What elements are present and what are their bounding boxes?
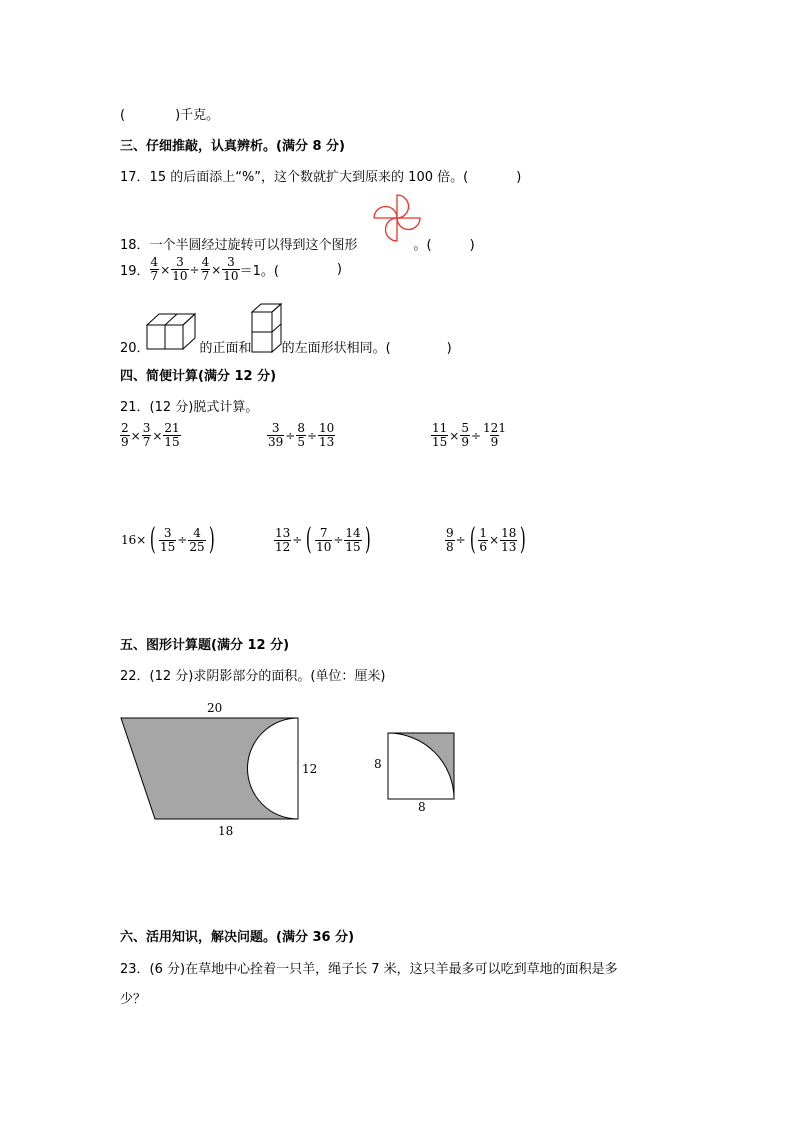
q16-close-text: )千克。 xyxy=(175,108,220,123)
e4-frac-a xyxy=(159,527,176,554)
e4-op: ÷ xyxy=(177,533,188,547)
calc-expression-6 xyxy=(445,522,529,557)
q19-op-2: ÷ xyxy=(189,262,200,277)
section-5-title: 五、图形计算题(满分 12 分) xyxy=(120,638,290,653)
e2-op-2: ÷ xyxy=(306,428,318,443)
e5-frac-b xyxy=(344,527,361,554)
e5-frac-b-den: 15 xyxy=(345,539,361,554)
e4-right-paren: ) xyxy=(208,522,215,557)
q16-open-paren: ( xyxy=(120,108,126,123)
e6-frac-a-num: 1 xyxy=(479,525,488,540)
question-19 xyxy=(120,256,342,283)
e3-frac-2-num: 5 xyxy=(461,421,469,435)
trapezoid-semicircle-figure xyxy=(118,714,303,824)
calc-expression-3 xyxy=(431,422,507,449)
e5-frac-lead-den: 12 xyxy=(275,539,291,554)
calc-expression-4 xyxy=(120,522,217,557)
figure1-top-label: 20 xyxy=(207,701,223,715)
e3-frac-3 xyxy=(482,422,507,449)
e3-frac-3-den: 9 xyxy=(490,435,499,449)
e5-frac-lead xyxy=(274,527,291,554)
e2-op-1: ÷ xyxy=(285,428,296,443)
e4-frac-b xyxy=(188,527,205,554)
question-21: 21．(12 分)脱式计算。 xyxy=(120,400,259,415)
e6-frac-lead xyxy=(445,527,455,554)
e6-frac-b-den: 13 xyxy=(501,539,517,554)
q19-op-1: × xyxy=(160,262,171,277)
q19-op-3: × xyxy=(211,262,222,277)
e2-frac-2-den: 5 xyxy=(297,435,305,449)
q18-text: 18．一个半圆经过旋转可以得到这个图形 xyxy=(120,238,358,253)
figure2-bottom-label: 8 xyxy=(418,800,426,814)
pinwheel-blade-top xyxy=(397,195,409,218)
question-23-line-2: 少？ xyxy=(120,992,147,1007)
e4-left-paren: ( xyxy=(150,522,157,557)
section-6-title: 六、活用知识，解决问题。(满分 36 分) xyxy=(120,930,355,945)
e2-frac-3 xyxy=(318,422,335,449)
e2-frac-3-num: 10 xyxy=(319,421,335,435)
e3-frac-1-num: 11 xyxy=(432,421,448,435)
q20-close: ) xyxy=(446,341,452,356)
calc-expression-2 xyxy=(267,422,335,449)
square-quarter-circle-figure xyxy=(386,731,456,801)
q19-frac-4-den: 10 xyxy=(223,269,239,283)
q19-close: ) xyxy=(336,262,342,277)
e2-frac-2-num: 8 xyxy=(297,421,305,435)
e2-frac-1-den: 39 xyxy=(268,435,284,449)
q19-frac-1 xyxy=(150,256,160,283)
e2-frac-2 xyxy=(296,422,306,449)
e5-frac-a-num: 7 xyxy=(319,525,328,540)
q19-frac-1-num: 4 xyxy=(150,255,159,269)
e3-frac-2-den: 9 xyxy=(461,435,469,449)
e1-frac-3-den: 15 xyxy=(164,435,180,449)
q19-frac-2-num: 3 xyxy=(176,255,184,269)
figure1-bottom-label: 18 xyxy=(218,824,234,838)
e6-frac-a xyxy=(478,527,488,554)
pinwheel-blade-left xyxy=(374,207,397,219)
e4-frac-b-den: 25 xyxy=(189,539,205,554)
e3-op-1: × xyxy=(449,428,460,443)
e3-frac-3-num: 121 xyxy=(483,421,506,435)
e3-frac-1-den: 15 xyxy=(432,435,448,449)
e1-frac-2 xyxy=(142,422,152,449)
e1-frac-1 xyxy=(120,422,130,449)
e1-op-1: × xyxy=(130,428,141,443)
e5-left-paren: ( xyxy=(306,522,313,557)
q20-tail: 的左面形状相同。( xyxy=(281,341,391,356)
q20-mid: 的正面和 xyxy=(199,341,252,356)
e5-op: ÷ xyxy=(333,533,344,547)
e5-right-paren: ) xyxy=(364,522,371,557)
q18-close: ) xyxy=(469,238,475,253)
q20-prefix: 20． xyxy=(120,341,150,356)
q19-frac-3 xyxy=(201,256,211,283)
q18-tail: 。( xyxy=(413,238,432,253)
question-18 xyxy=(120,234,475,253)
e1-frac-1-den: 9 xyxy=(121,435,129,449)
e4-frac-b-num: 4 xyxy=(193,525,201,540)
e3-frac-1 xyxy=(431,422,448,449)
e1-op-2: × xyxy=(152,428,163,443)
question-23-line-1: 23．(6 分)在草地中心拴着一只羊，绳子长 7 米，这只羊最多可以吃到草地的面积是多 xyxy=(120,962,618,977)
question-20 xyxy=(120,337,452,356)
e5-frac-b-num: 14 xyxy=(345,525,361,540)
e4-frac-a-den: 15 xyxy=(160,539,176,554)
q19-frac-2-den: 10 xyxy=(172,269,188,283)
e6-frac-lead-den: 8 xyxy=(446,539,454,554)
calc-expression-1 xyxy=(120,422,181,449)
figure1-right-label: 12 xyxy=(302,762,318,776)
e1-frac-2-num: 3 xyxy=(142,421,151,435)
e6-right-paren: ) xyxy=(520,522,527,557)
question-17 xyxy=(120,166,521,185)
e1-frac-2-den: 7 xyxy=(142,435,151,449)
e6-op-1: ÷ xyxy=(455,533,466,547)
e2-frac-3-den: 13 xyxy=(319,435,335,449)
e4-lead: 16× xyxy=(121,533,147,547)
q19-frac-4-num: 3 xyxy=(227,255,235,269)
q19-frac-2 xyxy=(171,256,188,283)
e2-frac-1-num: 3 xyxy=(271,421,280,435)
e6-op: × xyxy=(489,533,500,547)
e6-left-paren: ( xyxy=(469,522,476,557)
e1-frac-1-num: 2 xyxy=(121,421,129,435)
e1-frac-3 xyxy=(163,422,180,449)
q17-text: 17．15 的后面添上“%”，这个数就扩大到原来的 100 倍。( xyxy=(120,170,469,185)
e6-frac-b xyxy=(500,527,517,554)
pinwheel-blade-right xyxy=(397,218,420,230)
q19-prefix: 19． xyxy=(120,264,150,279)
e1-frac-3-num: 21 xyxy=(164,421,180,435)
question-22: 22．(12 分)求阴影部分的面积。(单位：厘米) xyxy=(120,669,386,684)
e6-frac-lead-num: 9 xyxy=(446,525,454,540)
e3-frac-2 xyxy=(460,422,470,449)
e5-frac-lead-num: 13 xyxy=(275,525,291,540)
q17-close: ) xyxy=(516,170,522,185)
q19-frac-3-num: 4 xyxy=(201,255,210,269)
e6-frac-a-den: 6 xyxy=(479,539,488,554)
e5-op-1: ÷ xyxy=(292,533,303,547)
section-4-title: 四、简便计算(满分 12 分) xyxy=(120,369,277,384)
e6-frac-b-num: 18 xyxy=(501,525,517,540)
q19-frac-4 xyxy=(222,256,239,283)
q19-frac-1-den: 7 xyxy=(150,269,159,283)
e5-frac-a xyxy=(315,527,332,554)
q19-frac-3-den: 7 xyxy=(201,269,210,283)
q16-tail xyxy=(120,104,219,123)
calc-expression-5 xyxy=(274,522,373,557)
figure2-left-label: 8 xyxy=(374,757,382,771)
e2-frac-1 xyxy=(267,422,284,449)
q19-eq: ＝1。( xyxy=(239,264,279,279)
section-3-title: 三、仔细推敲，认真辨析。(满分 8 分) xyxy=(120,139,345,154)
e3-op-2: ÷ xyxy=(470,428,482,443)
e5-frac-a-den: 10 xyxy=(316,539,332,554)
e4-frac-a-num: 3 xyxy=(163,525,172,540)
